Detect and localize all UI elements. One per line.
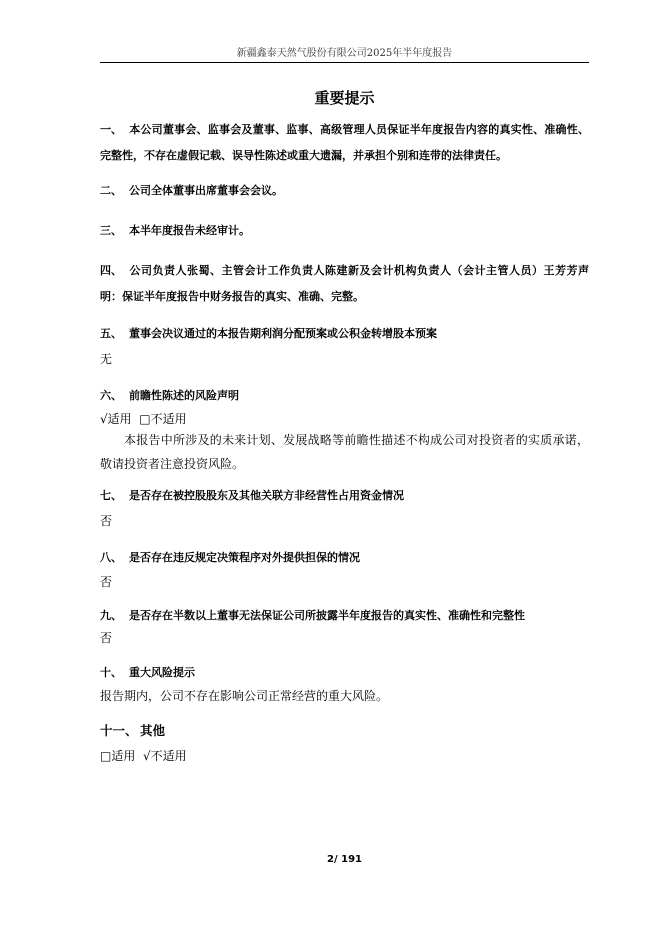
item-heading: 本半年度报告未经审计。 (129, 224, 250, 237)
item-6-body: 本报告中所涉及的未来计划、发展战略等前瞻性描述不构成公司对投资者的实质承诺，敬请投资者注意投资风险。 (100, 433, 589, 471)
item-number: 二、 (100, 184, 122, 197)
item-number: 八、 (100, 551, 122, 564)
item-10-body: 报告期内，公司不存在影响公司正常经营的重大风险。 (100, 689, 389, 703)
notice-item-4 (100, 258, 589, 310)
item-heading: 是否存在违反规定决策程序对外提供担保的情况 (129, 551, 360, 564)
item-5-body: 无 (100, 352, 113, 366)
notice-item-1 (100, 117, 589, 169)
item-number: 五、 (100, 327, 122, 340)
item-heading: 其他 (140, 723, 166, 738)
item-heading: 董事会决议通过的本报告期利润分配预案或公积金转增股本预案 (129, 327, 437, 340)
page-header: 新疆鑫泰天然气股份有限公司2025年半年度报告 (236, 48, 453, 59)
header-rule (100, 62, 589, 63)
item-heading: 是否存在被控股股东及其他关联方非经营性占用资金情况 (129, 489, 404, 502)
page-number: 2/ 191 (327, 854, 362, 865)
item-heading: 公司全体董事出席董事会会议。 (129, 184, 283, 197)
item-heading: 本公司董事会、监事会及董事、监事、高级管理人员保证半年度报告内容的真实性、准确性、完整性，不存在虚假记载、误导性陈述或重大遗漏，并承担个别和连带的法律责任。 (100, 123, 589, 162)
item-number: 四、 (100, 264, 122, 277)
section-title: 重要提示 (314, 89, 375, 107)
item-number: 三、 (100, 224, 122, 237)
notice-item-8 (100, 545, 589, 571)
item-number: 一、 (100, 123, 122, 136)
item-number: 六、 (100, 389, 122, 402)
item-number: 十、 (100, 666, 122, 679)
notice-item-11 (100, 718, 589, 744)
notice-item-7 (100, 483, 589, 509)
item-heading: 前瞻性陈述的风险声明 (129, 389, 239, 402)
item-heading: 重大风险提示 (129, 666, 195, 679)
notice-item-6 (100, 383, 589, 409)
item-number: 七、 (100, 489, 122, 502)
item-6-applicability: √适用 □不适用 (100, 412, 187, 426)
item-9-body: 否 (100, 631, 113, 645)
notice-item-5 (100, 321, 589, 347)
item-7-body: 否 (100, 514, 113, 528)
notice-item-10 (100, 660, 589, 686)
item-number: 九、 (100, 609, 122, 622)
notice-item-2 (100, 178, 589, 204)
item-number: 十一、 (100, 723, 138, 738)
item-11-applicability: □适用 √不适用 (100, 749, 187, 763)
item-heading: 是否存在半数以上董事无法保证公司所披露半年度报告的真实性、准确性和完整性 (129, 609, 525, 622)
item-8-body: 否 (100, 575, 113, 589)
notice-item-3 (100, 218, 589, 244)
item-heading: 公司负责人张蜀、主管会计工作负责人陈建新及会计机构负责人（会计主管人员）王芳芳声明：保证半年度报告中财务报告的真实、准确、完整。 (100, 264, 589, 303)
